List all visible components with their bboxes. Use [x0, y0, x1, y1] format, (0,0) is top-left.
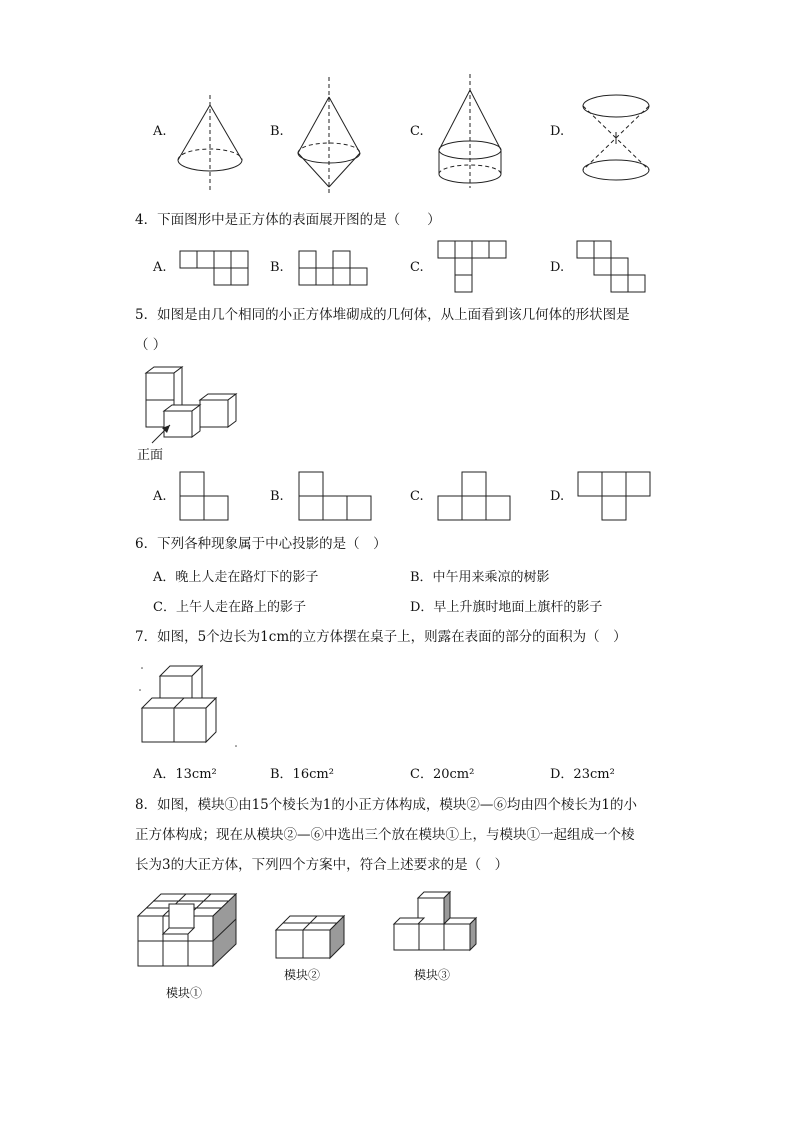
q8-question-text-line3: 长为3的大正方体，下列四个方案中，符合上述要求的是（ ）	[135, 857, 509, 873]
q5-top-view-b	[299, 472, 379, 528]
q3-option-c-label: C.	[410, 124, 424, 139]
q3-option-d-label: D.	[550, 124, 565, 139]
q6-question-text: 6．下列各种现象属于中心投影的是（ ）	[135, 536, 387, 552]
q6-option-d: D．早上升旗时地面上旗杆的影子	[410, 600, 603, 615]
q8-module-3-label: 模块③	[414, 968, 451, 982]
q5-option-c-label: C.	[410, 489, 424, 504]
q5-option-a-label: A.	[153, 489, 167, 504]
q6-option-c: C．上午人走在路上的影子	[153, 600, 306, 615]
q4-net-b	[299, 251, 371, 291]
q6-option-a: A．晚上人走在路灯下的影子	[153, 570, 319, 585]
q7-option-b: B．16cm²	[270, 767, 334, 782]
q8-module-2-figure	[274, 912, 350, 962]
q4-net-c	[438, 241, 510, 297]
q5-option-b-label: B.	[270, 489, 284, 504]
q6-option-b: B．中午用来乘凉的树影	[410, 570, 550, 585]
q5-top-view-d	[578, 472, 658, 528]
q3-figure-c-cone-on-cylinder	[434, 72, 506, 192]
q8-module-1-figure	[136, 890, 246, 972]
q7-option-a: A．13cm²	[153, 767, 217, 782]
q7-option-d: D．23cm²	[550, 767, 615, 782]
q5-question-text-line1: 5．如图是由几个相同的小正方体堆砌成的几何体，从上面看到该几何体的形状图是	[135, 307, 630, 323]
q8-question-text-line1: 8．如图，模块①由15个棱长为1的小正方体构成，模块②—⑥均由四个棱长为1的小	[135, 797, 637, 813]
q8-question-text-line2: 正方体构成；现在从模块②—⑥中选出三个放在模块①上，与模块①一起组成一个棱	[135, 827, 635, 843]
q3-option-b-label: B.	[270, 124, 284, 139]
q7-cube-stack-figure	[138, 660, 238, 750]
q8-module-1-label: 模块①	[166, 986, 203, 1000]
q5-top-view-c	[438, 472, 518, 528]
q4-option-d-label: D.	[550, 260, 565, 275]
q4-option-a-label: A.	[153, 260, 167, 275]
q5-option-d-label: D.	[550, 489, 565, 504]
q4-option-c-label: C.	[410, 260, 424, 275]
q5-solid-figure	[140, 365, 250, 445]
q7-question-text: 7．如图，5个边长为1cm的立方体摆在桌子上，则露在表面的部分的面积为（ ）	[135, 629, 627, 645]
q3-figure-b-double-cone	[295, 75, 365, 195]
q4-question-text: 4．下面图形中是正方体的表面展开图的是（ ）	[135, 212, 441, 228]
q8-module-3-figure	[392, 890, 484, 954]
q5-question-text-line2: （ ）	[135, 337, 167, 353]
q3-option-a-label: A.	[153, 124, 167, 139]
q3-figure-a-cone	[174, 95, 246, 195]
q8-module-2-label: 模块②	[284, 968, 321, 982]
q4-option-b-label: B.	[270, 260, 284, 275]
q4-net-d	[577, 241, 649, 297]
q5-top-view-a	[180, 472, 236, 528]
q4-net-a	[180, 251, 252, 291]
q7-option-c: C．20cm²	[410, 767, 475, 782]
q3-figure-d-hourglass	[578, 92, 654, 192]
q5-front-label: 正面	[137, 448, 164, 463]
